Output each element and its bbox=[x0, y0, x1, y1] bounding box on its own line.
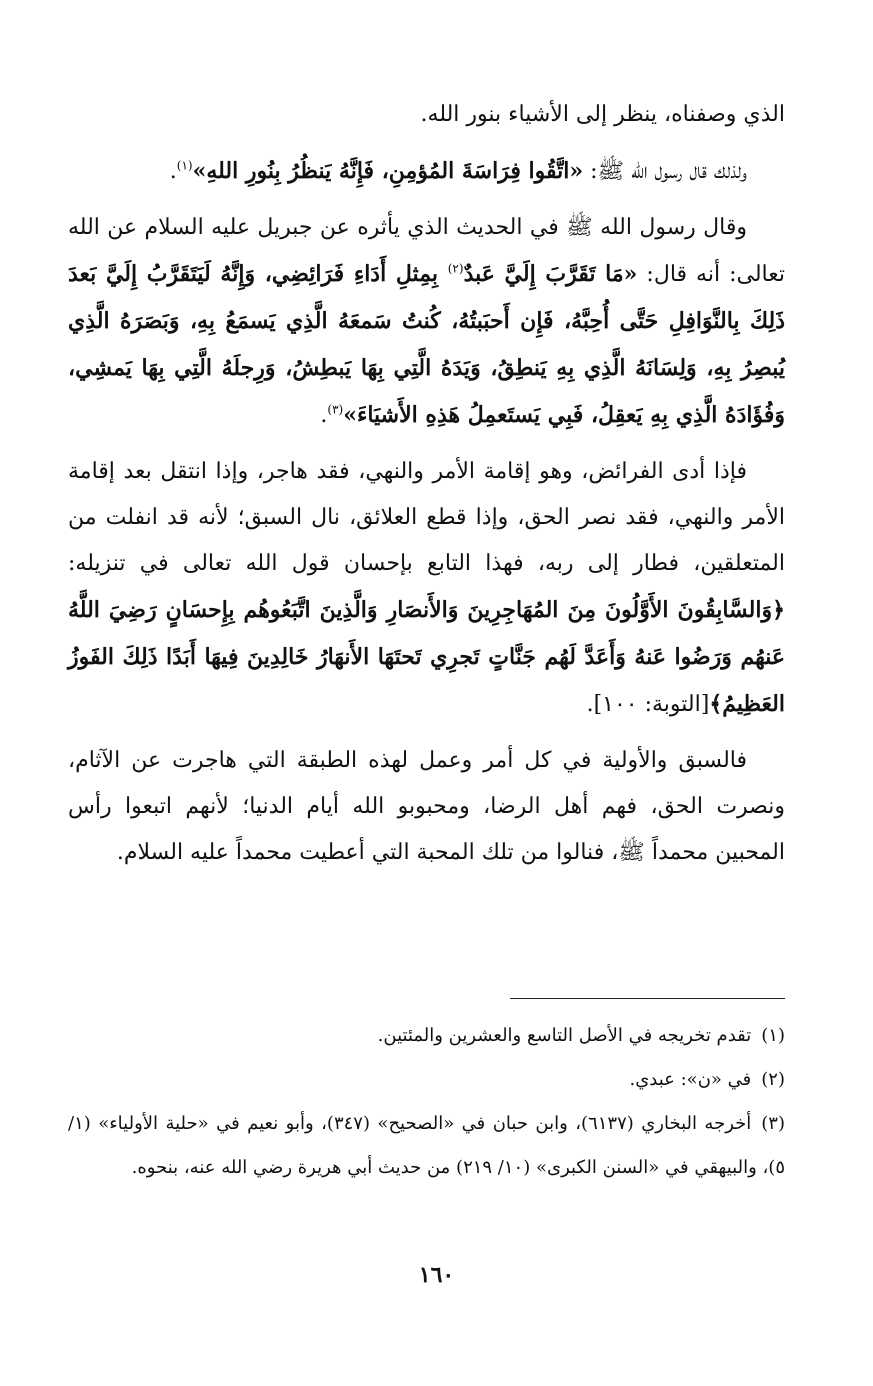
footnote-2 bbox=[68, 1058, 785, 1102]
footnote-text: أخرجه البخاري (٦١٣٧)، وابن حبان في «الصحيح» (٣٤٧)، وأبو نعيم في «حلية الأولياء» (١/ ٥)، والبيهقي في «السنن الكبرى» (١٠/ ٢١٩) من حديث أبي هريرة رضي الله عنه، بنحوه. bbox=[68, 1113, 785, 1178]
footnote-number: (١) bbox=[761, 1025, 785, 1046]
footnotes bbox=[68, 1014, 785, 1190]
footnote-ref-3: (٣) bbox=[327, 402, 344, 417]
paragraph-3-end: . bbox=[320, 403, 328, 428]
footnote-divider bbox=[510, 998, 785, 999]
paragraph-3-text: وقال رسول الله ﷺ في الحديث الذي يأثره عن جبريل عليه السلام عن الله تعالى: أنه قال: bbox=[68, 215, 785, 287]
paragraph-1-text: الذي وصفناه، ينظر إلى الأشياء بنور الله. bbox=[420, 102, 785, 127]
paragraph-4 bbox=[68, 449, 785, 728]
footnote-text: تقدم تخريجه في الأصل التاسع والعشرين والمئتين. bbox=[377, 1025, 752, 1046]
footnote-number: (٢) bbox=[761, 1069, 785, 1090]
paragraph-4-text: فإذا أدى الفرائض، وهو إقامة الأمر والنهي، فقد هاجر، وإذا انتقل بعد إقامة الأمر والنهي، فقد نصر الحق، وإذا قطع العلائق، نال السبق؛ لأنه قد انفلت من المتعلقين، فطار إلى ربه، فهذا التابع بإحسان قول الله تعالى في تنزيله: bbox=[68, 459, 785, 576]
hadith-quote-firasa: «اتَّقُوا فِرَاسَةَ المُؤمِنِ، فَإِنَّهُ يَنظُرُ بِنُورِ اللهِ» bbox=[192, 158, 584, 184]
paragraph-5-text: فالسبق والأولية في كل أمر وعمل لهذه الطبقة التي هاجرت عن الآثام، ونصرت الحق، فهم أهل الرضا، ومحبوبو الله أيام الدنيا؛ لأنهم اتبعوا رأس المحبين محمداً ﷺ، فنالوا من تلك المحبة التي أعطيت محمداً عليه السلام. bbox=[68, 748, 785, 865]
paragraph-2-end: . bbox=[169, 159, 177, 184]
footnote-number: (٣) bbox=[761, 1113, 785, 1134]
paragraph-2-text: ولذلك قال رسول الله ﷺ: bbox=[583, 159, 747, 184]
paragraph-5 bbox=[68, 738, 785, 876]
paragraph-3 bbox=[68, 205, 785, 439]
quran-verse: ﴿وَالسَّابِقُونَ الأَوَّلُونَ مِنَ المُهَاجِرِينَ وَالأَنصَارِ وَالَّذِينَ اتَّبَعُوهُم بِإِحسَانٍ رَضِيَ اللَّهُ عَنهُم وَرَضُوا عَنهُ وَأَعَدَّ لَهُم جَنَّاتٍ تَجرِي تَحتَهَا الأَنهَارُ خَالِدِينَ فِيهَا أَبَدًا ذَلِكَ الفَوزُ العَظِيمُ﴾ bbox=[68, 597, 785, 717]
footnote-3 bbox=[68, 1102, 785, 1190]
hadith-quote-qudsi-b: بِمِثلِ أَدَاءِ فَرَائِضِي، وَإِنَّهُ لَيَتَقَرَّبُ إِلَيَّ بَعدَ ذَلِكَ بِالنَّوَافِلِ حَتَّى أُحِبَّهُ، فَإِن أَحبَبتُهُ، كُنتُ سَمعَهُ الَّذِي يَسمَعُ بِهِ، وَبَصَرَهُ الَّذِي يُبصِرُ بِهِ، وَلِسَانَهُ الَّذِي بِهِ يَنطِقُ، وَيَدَهُ الَّتِي بِهَا يَبطِشُ، وَرِجلَهُ الَّتِي بِهَا يَمشِي، وَفُؤَادَهُ الَّذِي بِهِ يَعقِلُ، فَبِي يَستَعمِلُ هَذِهِ الأَشيَاءَ» bbox=[68, 261, 785, 428]
footnote-1 bbox=[68, 1014, 785, 1058]
paragraph-1 bbox=[68, 92, 785, 138]
quran-citation: [التوبة: ١٠٠]. bbox=[586, 692, 710, 717]
paragraph-2 bbox=[68, 148, 785, 195]
footnote-text: في «ن»: عبدي. bbox=[629, 1069, 752, 1090]
main-text bbox=[68, 92, 785, 886]
hadith-quote-qudsi-a: «مَا تَقَرَّبَ إِلَيَّ عَبدٌ bbox=[463, 261, 638, 287]
footnote-ref-2: (٢) bbox=[447, 261, 464, 276]
footnote-ref-1: (١) bbox=[176, 158, 193, 173]
page-number: ١٦٠ bbox=[418, 1262, 455, 1288]
